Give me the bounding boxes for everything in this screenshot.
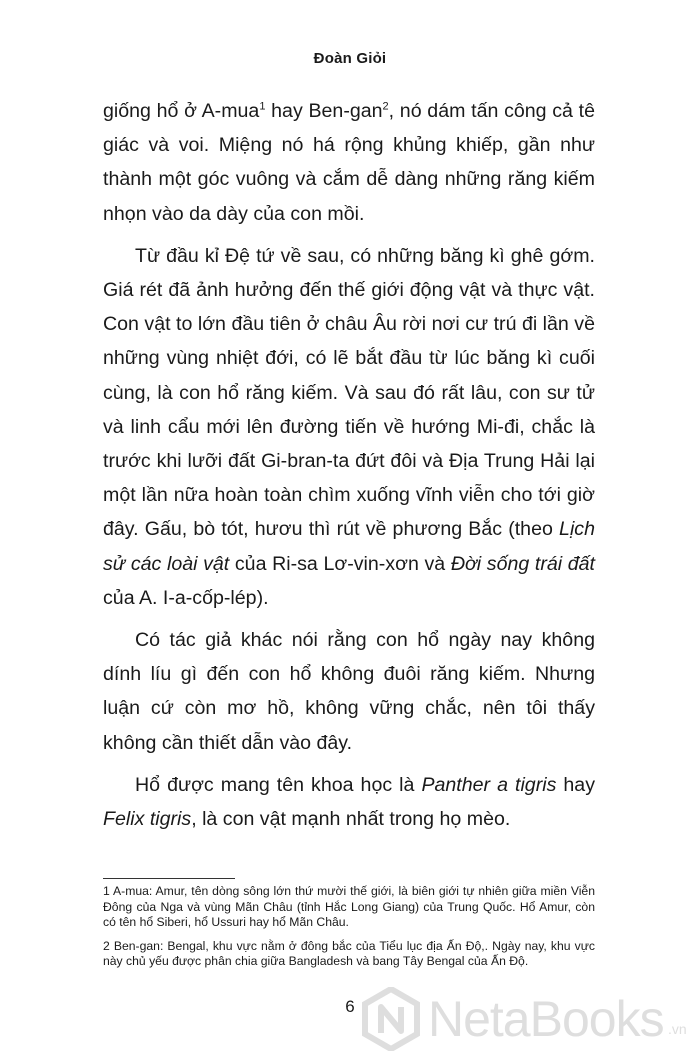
paragraph-4 (103, 768, 595, 836)
footnote-ref-2: 2 (382, 100, 389, 113)
book-title-2: Đời sống trái đất (450, 552, 595, 575)
text-span: hay Ben-gan (265, 100, 383, 122)
text-span: giống hổ ở A-mua (103, 100, 260, 122)
text-span: của Ri-sa Lơ-vin-xơn và (229, 552, 451, 575)
watermark-brand: NetaBooks (428, 991, 664, 1047)
footnote-ref-1: 1 (259, 100, 266, 113)
text-span: Từ đầu kỉ Đệ tứ về sau, có những băng kì ghê gớm. Giá rét đã ảnh hưởng đến thế giới động vật và thực vật. Con vật to lớn đầu tiên ở châu Âu rời nơi cư trú đi lần về những vùng nhiệt đới, có lẽ bắt đầu từ lúc băng kì cuối cùng, là con hổ răng kiếm. Và sau đó rất lâu, con sư tử và linh cẩu mới lên đường tiến về hướng Mi-đi, chắc là trước khi lưỡi đất Gi-bran-ta đứt đôi và Địa Trung Hải lại một lần nữa hoàn toàn chìm xuống vĩnh viễn cho tới giờ đây. Gấu, bò tót, hươu thì rút về phương Bắc (theo (103, 244, 595, 541)
netabooks-logo-icon (362, 987, 420, 1051)
footnotes (103, 884, 595, 978)
paragraph-1 (103, 94, 595, 231)
watermark (362, 985, 692, 1055)
text-span: Hổ được mang tên khoa học là (135, 773, 422, 796)
text-span: , nó dám tấn công cả tê giác và voi. Miệng nó há rộng khủng khiếp, gần như thành một góc vuông và cắm dễ dàng những răng kiếm nhọn vào da dày của con mồi. (103, 100, 595, 225)
footnote-1: 1 A-mua: Amur, tên dòng sông lớn thứ mười thế giới, là biên giới tự nhiên giữa miền Viễn Đông của Nga và vùng Mãn Châu (tỉnh Hắc Long Giang) của Trung Quốc. Hổ Amur, còn có tên hổ Siberi, hổ Ussuri hay hổ Mãn Châu. (103, 884, 595, 930)
running-header-author: Đoàn Giỏi (313, 50, 387, 67)
text-span: hay (556, 773, 595, 796)
scientific-name-1: Panther a tigris (421, 773, 557, 796)
page-number: 6 (345, 997, 355, 1016)
text-span: của A. I-a-cốp-lép). (103, 586, 269, 609)
footnote-2: 2 Ben-gan: Bengal, khu vực nằm ở đông bắc của Tiểu lục địa Ấn Độ,. Ngày nay, khu vực này chủ yếu được phân chia giữa Bangladesh và bang Tây Bengal của Ấn Độ. (103, 938, 595, 969)
scientific-name-2: Felix tigris (103, 808, 192, 831)
book-title-1: Lịch sử các loài vật (103, 518, 595, 575)
paragraph-2 (103, 239, 595, 615)
text-span: , là con vật mạnh nhất trong họ mèo. (191, 808, 511, 831)
body-text (103, 94, 595, 844)
watermark-suffix: .vn (668, 1021, 687, 1037)
footnote-divider (103, 878, 235, 879)
paragraph-3: Có tác giả khác nói rằng con hổ ngày nay không dính líu gì đến con hổ không đuôi răng kiếm. Nhưng luận cứ còn mơ hồ, không vững chắc, nên tôi thấy không cần thiết dẫn vào đây. (103, 629, 595, 754)
